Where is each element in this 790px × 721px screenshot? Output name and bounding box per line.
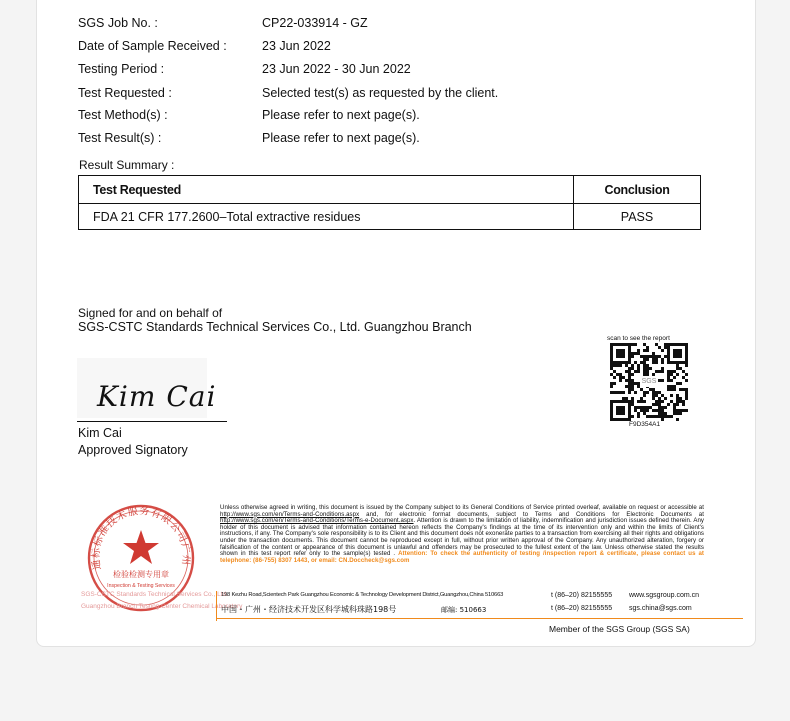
qr-caption: scan to see the report bbox=[607, 335, 670, 342]
test-requested-label: Test Requested : bbox=[78, 86, 172, 100]
result-summary-table bbox=[78, 175, 701, 230]
test-results-value: Please refer to next page(s). bbox=[262, 131, 420, 145]
testing-period-label: Testing Period : bbox=[78, 62, 165, 76]
job-no-value: CP22-033914 - GZ bbox=[262, 16, 368, 30]
testing-period-value: 23 Jun 2022 - 30 Jun 2022 bbox=[262, 62, 411, 76]
contact-divider-vertical bbox=[216, 591, 217, 621]
postcode-cn: 邮编: 510663 bbox=[441, 606, 487, 614]
signed-on-behalf-line: Signed for and on behalf of bbox=[78, 306, 223, 320]
table-header-row bbox=[79, 176, 701, 204]
date-received-label: Date of Sample Received : bbox=[78, 39, 227, 53]
disclaimer-part2: and, for electronic format documents, subject to Terms and Conditions for Electronic Documents at bbox=[359, 510, 704, 518]
table-row bbox=[79, 204, 701, 230]
stamp-ring-text: 通标标准技术服务有限公司广州 bbox=[90, 505, 192, 571]
address-en: 198 Kezhu Road,Scientech Park Guangzhou Economic & Technology Development District,Guangzhou,China 510663 bbox=[221, 592, 504, 598]
stamp-center-en: Inspection & Testing Services bbox=[107, 583, 175, 589]
test-methods-label: Test Method(s) : bbox=[78, 108, 168, 122]
header-test-requested: Test Requested bbox=[79, 176, 574, 204]
qr-center-label: SGS bbox=[641, 378, 657, 385]
sgs-group-membership: Member of the SGS Group (SGS SA) bbox=[549, 624, 690, 634]
test-requested-value: Selected test(s) as requested by the client. bbox=[262, 86, 499, 100]
signatory-role: Approved Signatory bbox=[78, 443, 188, 457]
stamp-line2: Guangzhou Branch Testing Center Chemical Laboratory bbox=[81, 603, 243, 610]
authenticity-attention: Attention: To check the authenticity of testing /inspection report & certificate, please contact us at telephone: (86-755) 8307 1443, or email: CN.Doccheck@sgs.com bbox=[220, 550, 705, 564]
signature: Kim Cai bbox=[97, 380, 217, 413]
disclaimer-part1: Unless otherwise agreed in writing, this document is issued by the Company subject to its General Conditions of Service printed overleaf, available on request or accessible at bbox=[220, 504, 704, 511]
signatory-name: Kim Cai bbox=[78, 426, 122, 440]
test-methods-value: Please refer to next page(s). bbox=[262, 108, 420, 122]
row-test-name: FDA 21 CFR 177.2600–Total extractive residues bbox=[79, 204, 574, 230]
date-received-value: 23 Jun 2022 bbox=[262, 39, 331, 53]
qr-code bbox=[610, 343, 688, 421]
stamp-line1: SGS-CSTC Standards Technical Services Co., Ltd. bbox=[81, 591, 228, 598]
website: www.sgsgroup.com.cn bbox=[629, 592, 700, 599]
stamp-center-cn: 检验检测专用章 bbox=[113, 570, 169, 579]
report-page bbox=[36, 0, 756, 647]
footer-rule bbox=[216, 618, 743, 619]
row-conclusion: PASS bbox=[574, 204, 701, 230]
tel-2: t (86–20) 82155555 bbox=[551, 605, 613, 612]
test-results-label: Test Result(s) : bbox=[78, 131, 162, 145]
job-no-label: SGS Job No. : bbox=[78, 16, 158, 30]
e-document-terms-link[interactable]: http://www.sgs.com/en/Terms-and-Conditions/Terms-e-Document.aspx bbox=[220, 517, 414, 525]
email: sgs.china@sgs.com bbox=[629, 605, 692, 612]
disclaimer-part3: . Attention is drawn to the limitation of liability, indemnification and jurisdiction issues defined therein. Any holder of this document is advised that information contained hereon reflects the Company's findings at the time of its intervention only and within the limits of Client's instructions, if any. The Company's sole responsibility is to its Client and this document does not exonerate parties to a transaction from exercising all their rights and obligations under the transaction documents. This document cannot be reproduced except in full, without prior written approval of the Company. Any unauthorized alteration, forgery or falsification of the content or appearance of this document is unlawful and offenders may be prosecuted to the fullest extent of the law. Unless otherwise stated the results shown in this test report refer only to the sample(s) tested . bbox=[220, 517, 704, 558]
terms-link[interactable]: http://www.sgs.com/en/Terms-and-Conditions.aspx bbox=[220, 510, 360, 518]
qr-code-id: F9D354A1 bbox=[629, 421, 661, 428]
signature-line bbox=[77, 421, 227, 422]
result-summary-title: Result Summary : bbox=[79, 158, 175, 172]
company-branch-line: SGS-CSTC Standards Technical Services Co., Ltd. Guangzhou Branch bbox=[78, 320, 472, 334]
header-conclusion: Conclusion bbox=[574, 176, 701, 204]
address-cn: 中国・广州・经济技术开发区科学城科珠路198号 bbox=[221, 605, 397, 614]
tel-1: t (86–20) 82155555 bbox=[551, 592, 613, 599]
legal-disclaimer bbox=[220, 505, 704, 564]
